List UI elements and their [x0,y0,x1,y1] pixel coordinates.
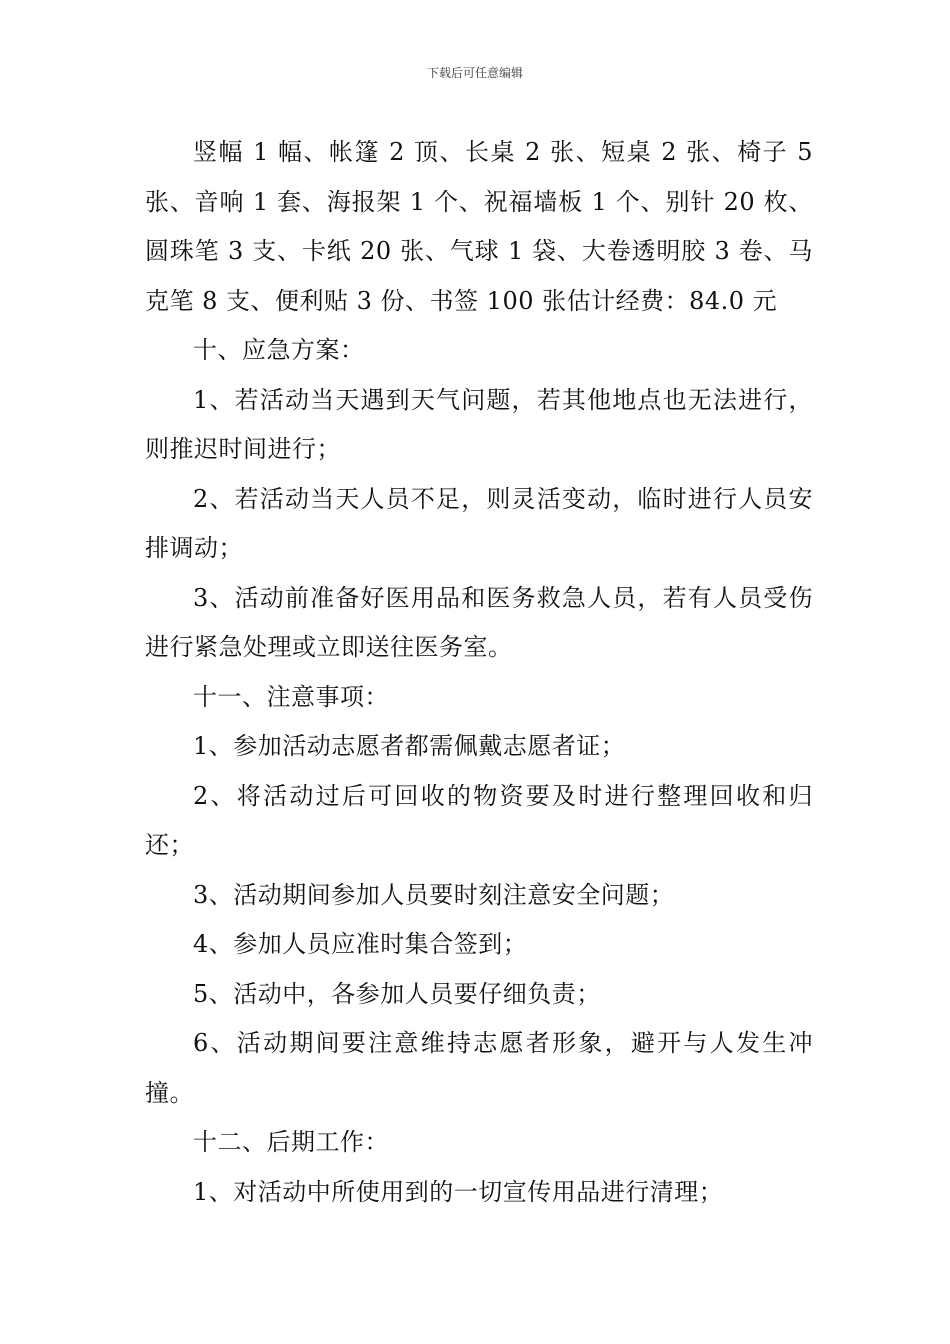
section-heading-notes: 十一、注意事项： [193,682,389,711]
paragraph-note-2: 2、将活动过后可回收的物资要及时进行整理回收和归还； [145,781,813,859]
paragraph-supplies-list: 竖幅 1 幅、帐篷 2 顶、长桌 2 张、短桌 2 张、椅子 5 张、音响 1 套、海报架 1 个、祝福墙板 1 个、别针 20 枚、圆珠笔 3 支、卡纸 20 张、气球 1 袋、大卷透明胶 3 卷、马克笔 8 支、便利贴 3 份、书签 100 张估计经费：84.0 元 [145,138,813,315]
paragraph-emergency-1: 1、若活动当天遇到天气问题，若其他地点也无法进行，则推迟时间进行； [145,385,813,463]
document-body [145,128,813,1217]
paragraph-note-1: 1、参加活动志愿者都需佩戴志愿者证； [193,732,626,760]
section-heading-follow-up: 十二、后期工作： [193,1128,389,1156]
paragraph-note-5: 5、活动中，各参加人员要仔细负责； [193,979,601,1008]
paragraph-note-3: 3、活动期间参加人员要时刻注意安全问题； [193,880,675,909]
paragraph-emergency-2: 2、若活动当天人员不足，则灵活变动，临时进行人员安排调动； [145,484,813,562]
paragraph-note-6: 6、活动期间要注意维持志愿者形象，避开与人发生冲撞。 [145,1029,813,1107]
paragraph-emergency-3: 3、活动前准备好医用品和医务救急人员，若有人员受伤进行紧急处理或立即送往医务室。 [145,583,813,661]
section-heading-emergency-plan: 十、应急方案： [193,336,365,364]
page-header: 下载后可任意编辑 [426,66,523,80]
paragraph-follow-up-1: 1、对活动中所使用到的一切宣传用品进行清理； [193,1177,724,1206]
paragraph-note-4: 4、参加人员应准时集合签到； [193,930,528,958]
